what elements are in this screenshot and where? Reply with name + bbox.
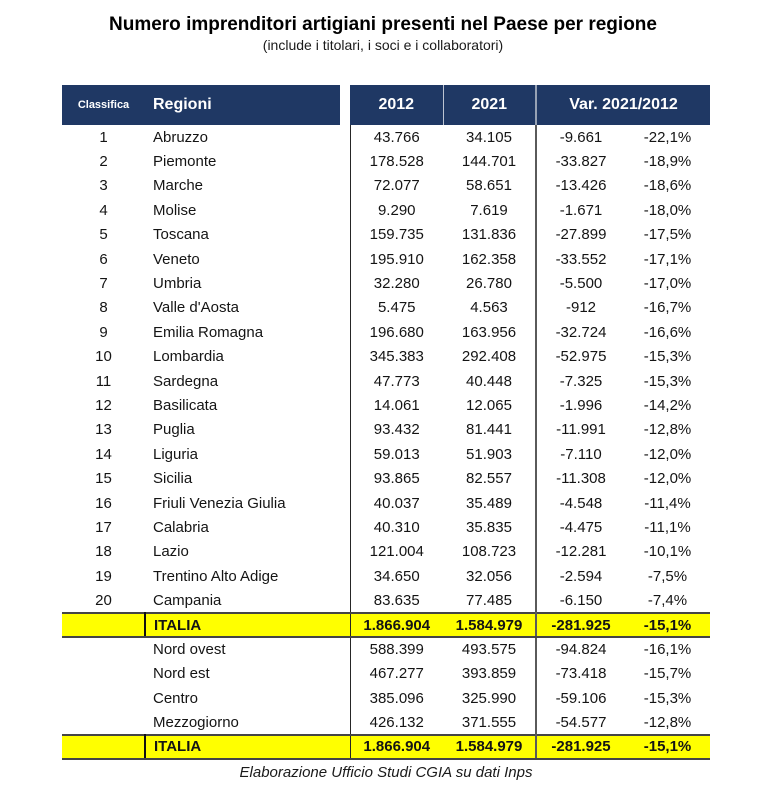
value-2012-cell: 467.277: [350, 662, 443, 686]
region-cell: ITALIA: [145, 735, 340, 759]
var-pct-cell: -17,5%: [643, 226, 692, 244]
var-pct-cell: -11,4%: [644, 494, 691, 512]
var-abs-cell: -4.548: [536, 491, 625, 515]
var-pct-cell: -15,1%: [625, 735, 710, 759]
region-cell: Sicilia: [153, 470, 193, 488]
value-2021-cell: 1.584.979: [443, 613, 536, 637]
gap-cell: [340, 149, 350, 173]
column-header-2012: 2012: [350, 85, 443, 125]
rank-cell: 11: [95, 372, 112, 390]
region-row: [62, 369, 710, 393]
var-pct-cell: -7,4%: [647, 591, 688, 609]
region-cell: Nord est: [153, 665, 210, 683]
var-pct-cell: -18,9%: [643, 153, 692, 171]
var-abs-cell: -5.500: [536, 271, 625, 295]
var-pct-cell: -14,2%: [643, 396, 692, 414]
var-pct-cell: -18,6%: [643, 177, 692, 195]
gap-cell: [340, 710, 350, 734]
value-2012-cell: 47.773: [350, 369, 443, 393]
rank-cell: 5: [99, 226, 108, 244]
value-2021-cell: 108.723: [461, 543, 517, 561]
table-body: [62, 125, 710, 759]
var-pct-cell: -10,1%: [643, 543, 692, 561]
gap-cell: [340, 588, 350, 612]
rank-cell: [62, 613, 145, 637]
value-2012-cell: 40.310: [350, 515, 443, 539]
region-row: [62, 149, 710, 173]
region-row: [62, 418, 710, 442]
value-2012-cell: 178.528: [350, 149, 443, 173]
var-pct-cell: -15,1%: [625, 613, 710, 637]
var-abs-cell: -4.475: [536, 515, 625, 539]
value-2012-cell: 72.077: [350, 174, 443, 198]
var-pct-cell: -16,6%: [643, 323, 692, 341]
rank-cell: 17: [95, 518, 112, 536]
var-pct-cell: -12,0%: [643, 445, 692, 463]
value-2021-cell: 1.584.979: [443, 735, 536, 759]
value-2021-cell: 393.859: [461, 665, 517, 683]
region-cell: Lazio: [153, 543, 189, 561]
region-cell: Mezzogiorno: [153, 713, 239, 731]
rank-cell: 2: [99, 153, 108, 171]
var-pct-cell: -17,1%: [643, 250, 692, 268]
macro-area-row: [62, 662, 710, 686]
value-2012-cell: 196.680: [350, 320, 443, 344]
gap-cell: [340, 540, 350, 564]
value-2012-cell: 195.910: [350, 247, 443, 271]
value-2012-cell: 1.866.904: [350, 613, 443, 637]
value-2021-cell: 81.441: [466, 421, 512, 439]
region-cell: Molise: [153, 201, 197, 219]
value-2021-cell: 371.555: [461, 713, 517, 731]
value-2021-cell: 7.619: [470, 201, 508, 219]
var-abs-cell: -32.724: [536, 320, 625, 344]
region-cell: Sardegna: [153, 372, 219, 390]
var-abs-cell: -9.661: [536, 125, 625, 149]
value-2021-cell: 82.557: [466, 470, 512, 488]
var-pct-cell: -17,0%: [643, 275, 692, 293]
gap-cell: [340, 296, 350, 320]
value-2021-cell: 35.489: [466, 494, 512, 512]
region-row: [62, 540, 710, 564]
value-2021-cell: 58.651: [466, 177, 512, 195]
source-note: Elaborazione Ufficio Studi CGIA su dati Inps: [239, 764, 533, 782]
var-pct-cell: -15,3%: [643, 689, 692, 707]
gap-cell: [340, 345, 350, 369]
var-pct-cell: -22,1%: [643, 128, 692, 146]
gap-cell: [340, 320, 350, 344]
region-cell: Toscana: [153, 226, 209, 244]
region-cell: Centro: [153, 689, 199, 707]
gap-cell: [340, 564, 350, 588]
rank-cell: 6: [99, 250, 108, 268]
var-abs-cell: -54.577: [536, 710, 625, 734]
value-2012-cell: 9.290: [350, 198, 443, 222]
value-2012-cell: 34.650: [350, 564, 443, 588]
value-2021-cell: 292.408: [461, 348, 517, 366]
value-2012-cell: 59.013: [350, 442, 443, 466]
region-row: [62, 515, 710, 539]
rank-cell: [62, 735, 145, 759]
var-abs-cell: -7.325: [536, 369, 625, 393]
page-subtitle: (include i titolari, i soci e i collaboratori): [262, 37, 504, 53]
region-row: [62, 247, 710, 271]
value-2021-cell: 493.575: [461, 641, 517, 659]
region-cell: Basilicata: [153, 396, 218, 414]
value-2021-cell: 4.563: [470, 299, 508, 317]
rank-cell: 15: [95, 470, 112, 488]
var-pct-cell: -12,8%: [643, 421, 692, 439]
var-abs-cell: -281.925: [536, 613, 625, 637]
region-cell: Friuli Venezia Giulia: [153, 494, 286, 512]
var-abs-cell: -52.975: [536, 345, 625, 369]
gap-cell: [340, 369, 350, 393]
region-cell: Valle d'Aosta: [153, 299, 239, 317]
rank-cell: [62, 710, 145, 734]
region-row: [62, 345, 710, 369]
region-cell: Puglia: [153, 421, 195, 439]
region-row: [62, 223, 710, 247]
macro-area-row: [62, 710, 710, 734]
region-row: [62, 296, 710, 320]
region-cell: Liguria: [153, 445, 199, 463]
region-row: [62, 588, 710, 612]
var-abs-cell: -7.110: [536, 442, 625, 466]
region-cell: ITALIA: [145, 613, 340, 637]
italia-total-row: [62, 735, 710, 759]
var-abs-cell: -27.899: [536, 223, 625, 247]
column-header-regioni: Regioni: [145, 85, 340, 125]
gap-cell: [340, 735, 350, 759]
rank-cell: 9: [99, 323, 108, 341]
region-row: [62, 198, 710, 222]
var-abs-cell: -2.594: [536, 564, 625, 588]
gap-cell: [340, 125, 350, 149]
gap-cell: [340, 223, 350, 247]
rank-cell: 8: [99, 299, 108, 317]
rank-cell: 13: [95, 421, 112, 439]
var-pct-cell: -15,3%: [643, 348, 692, 366]
var-abs-cell: -281.925: [536, 735, 625, 759]
value-2012-cell: 345.383: [350, 345, 443, 369]
value-2021-cell: 26.780: [466, 275, 512, 293]
region-row: [62, 442, 710, 466]
gap-cell: [340, 637, 350, 661]
gap-cell: [340, 198, 350, 222]
var-pct-cell: -16,1%: [643, 641, 692, 659]
gap-cell: [340, 662, 350, 686]
value-2012-cell: 14.061: [350, 393, 443, 417]
header-column-gap: [340, 85, 350, 125]
header-row: [62, 85, 710, 125]
rank-cell: 7: [99, 275, 108, 293]
region-row: [62, 466, 710, 490]
value-2021-cell: 32.056: [466, 567, 512, 585]
gap-cell: [340, 613, 350, 637]
var-abs-cell: -13.426: [536, 174, 625, 198]
var-abs-cell: -1.996: [536, 393, 625, 417]
var-pct-cell: -7,5%: [647, 567, 688, 585]
rank-cell: 3: [99, 177, 108, 195]
value-2012-cell: 43.766: [350, 125, 443, 149]
value-2021-cell: 40.448: [466, 372, 512, 390]
value-2021-cell: 34.105: [466, 128, 512, 146]
var-abs-cell: -12.281: [536, 540, 625, 564]
rank-cell: 1: [99, 128, 108, 146]
value-2021-cell: 77.485: [466, 591, 512, 609]
region-row: [62, 125, 710, 149]
var-abs-cell: -94.824: [536, 637, 625, 661]
column-header-classifica: Classifica: [62, 85, 145, 125]
italia-total-row: [62, 613, 710, 637]
rank-cell: 12: [95, 396, 112, 414]
region-cell: Piemonte: [153, 153, 217, 171]
region-cell: Campania: [153, 591, 222, 609]
value-2012-cell: 1.866.904: [350, 735, 443, 759]
var-pct-cell: -11,1%: [644, 518, 691, 536]
region-cell: Trentino Alto Adige: [153, 567, 279, 585]
var-abs-cell: -912: [536, 296, 625, 320]
region-row: [62, 564, 710, 588]
region-cell: Calabria: [153, 518, 209, 536]
gap-cell: [340, 271, 350, 295]
value-2021-cell: 325.990: [461, 689, 517, 707]
var-abs-cell: -33.827: [536, 149, 625, 173]
var-abs-cell: -59.106: [536, 686, 625, 710]
macro-area-row: [62, 637, 710, 661]
var-abs-cell: -6.150: [536, 588, 625, 612]
var-pct-cell: -12,0%: [643, 470, 692, 488]
value-2012-cell: 159.735: [350, 223, 443, 247]
var-abs-cell: -1.671: [536, 198, 625, 222]
region-row: [62, 491, 710, 515]
column-header-var-2021-2012: Var. 2021/2012: [536, 85, 710, 125]
region-row: [62, 320, 710, 344]
value-2012-cell: 32.280: [350, 271, 443, 295]
rank-cell: 16: [95, 494, 112, 512]
value-2021-cell: 131.836: [461, 226, 517, 244]
var-pct-cell: -12,8%: [643, 713, 692, 731]
region-row: [62, 393, 710, 417]
region-cell: Marche: [153, 177, 204, 195]
rank-cell: 4: [99, 201, 108, 219]
gap-cell: [340, 393, 350, 417]
rank-cell: 19: [95, 567, 112, 585]
region-cell: Umbria: [153, 275, 202, 293]
value-2021-cell: 144.701: [461, 153, 517, 171]
var-pct-cell: -15,3%: [643, 372, 692, 390]
var-pct-cell: -16,7%: [643, 299, 692, 317]
rank-cell: 18: [95, 543, 112, 561]
value-2012-cell: 385.096: [350, 686, 443, 710]
region-cell: Lombardia: [153, 348, 224, 366]
region-row: [62, 271, 710, 295]
rank-cell: 10: [95, 348, 112, 366]
value-2012-cell: 93.865: [350, 466, 443, 490]
column-header-2021: 2021: [443, 85, 536, 125]
rank-cell: 20: [95, 591, 112, 609]
value-2021-cell: 12.065: [466, 396, 512, 414]
value-2021-cell: 163.956: [461, 323, 517, 341]
value-2012-cell: 121.004: [350, 540, 443, 564]
gap-cell: [340, 442, 350, 466]
value-2012-cell: 83.635: [350, 588, 443, 612]
gap-cell: [340, 247, 350, 271]
value-2021-cell: 35.835: [466, 518, 512, 536]
gap-cell: [340, 418, 350, 442]
value-2012-cell: 93.432: [350, 418, 443, 442]
page-title: Numero imprenditori artigiani presenti nel Paese per regione: [109, 14, 657, 35]
var-abs-cell: -33.552: [536, 247, 625, 271]
rank-cell: [62, 662, 145, 686]
rank-cell: [62, 686, 145, 710]
rank-cell: 14: [95, 445, 112, 463]
value-2012-cell: 40.037: [350, 491, 443, 515]
var-abs-cell: -11.991: [536, 418, 625, 442]
region-row: [62, 174, 710, 198]
value-2012-cell: 426.132: [350, 710, 443, 734]
var-pct-cell: -15,7%: [643, 665, 692, 683]
region-cell: Veneto: [153, 250, 200, 268]
gap-cell: [340, 686, 350, 710]
value-2012-cell: 588.399: [350, 637, 443, 661]
value-2012-cell: 5.475: [350, 296, 443, 320]
var-abs-cell: -73.418: [536, 662, 625, 686]
value-2021-cell: 162.358: [461, 250, 517, 268]
var-pct-cell: -18,0%: [643, 201, 692, 219]
region-cell: Emilia Romagna: [153, 323, 264, 341]
macro-area-row: [62, 686, 710, 710]
gap-cell: [340, 491, 350, 515]
gap-cell: [340, 466, 350, 490]
gap-cell: [340, 515, 350, 539]
region-cell: Abruzzo: [153, 128, 209, 146]
region-cell: Nord ovest: [153, 641, 226, 659]
var-abs-cell: -11.308: [536, 466, 625, 490]
gap-cell: [340, 174, 350, 198]
regions-table: [62, 85, 710, 760]
rank-cell: [62, 637, 145, 661]
value-2021-cell: 51.903: [466, 445, 512, 463]
